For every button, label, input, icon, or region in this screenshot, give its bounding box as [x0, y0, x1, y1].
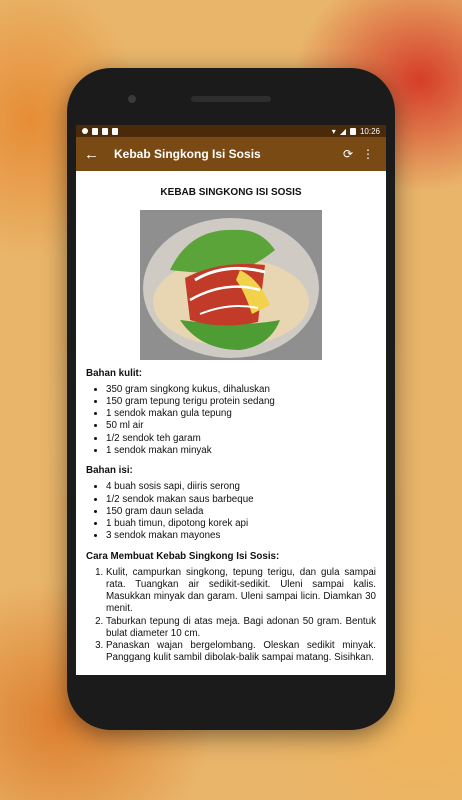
shop-icon — [112, 128, 118, 135]
article-heading: KEBAB SINGKONG ISI SOSIS — [160, 187, 302, 198]
isi-section-title: Bahan isi: — [86, 465, 133, 477]
app-toolbar — [76, 137, 386, 171]
list-item: • 1/2 sendok makan saus barbeque — [106, 494, 376, 506]
isi-list — [86, 481, 376, 542]
wifi-icon: ▾ — [331, 126, 336, 136]
list-item: • 150 gram tepung terigu protein sedang — [106, 396, 376, 408]
phone-camera — [128, 95, 136, 103]
article-content — [76, 171, 386, 665]
phone-speaker — [191, 96, 271, 102]
refresh-icon[interactable]: ⟳ — [342, 147, 354, 161]
list-item: 3. Panaskan wajan bergelombang. Oleskan sedikit minyak. Panggang kulit sambil dibolak-balik sampai matang. Sisihkan. — [106, 640, 376, 664]
download-icon — [102, 128, 108, 135]
list-item: 1. Kulit, campurkan singkong, tepung terigu, dan gula sampai rata. Tuangkan air sedikit-sedikit. Uleni sampai kalis. Masukkan minyak dan garam. Uleni sampai licin. Diamkan 30 menit. — [106, 567, 376, 616]
battery-icon — [350, 128, 356, 135]
list-item: • 1 buah timun, dipotong korek api — [106, 518, 376, 530]
list-item: • 1 sendok makan gula tepung — [106, 408, 376, 420]
list-item: • 1 sendok makan minyak — [106, 445, 376, 457]
notification-icon — [82, 128, 88, 134]
kulit-list — [86, 384, 376, 457]
cara-section-title: Cara Membuat Kebab Singkong Isi Sosis: — [86, 550, 280, 562]
status-bar — [76, 125, 386, 137]
kebab-photo — [140, 210, 322, 360]
cara-list — [86, 567, 376, 665]
more-vert-icon[interactable]: ⋮ — [362, 147, 374, 161]
list-item: • 150 gram daun selada — [106, 506, 376, 518]
list-item: • 50 ml air — [106, 420, 376, 432]
app-screen — [76, 125, 386, 675]
toolbar-title: Kebab Singkong Isi Sosis — [114, 147, 261, 161]
list-item: • 3 sendok makan mayones — [106, 530, 376, 542]
status-time: 10:26 — [359, 126, 380, 136]
list-item: 2. Taburkan tepung di atas meja. Bagi adonan 50 gram. Bentuk bulat diameter 10 cm. — [106, 616, 376, 640]
sd-card-icon — [92, 128, 98, 135]
kulit-section-title: Bahan kulit: — [86, 367, 143, 379]
list-item: • 4 buah sosis sapi, diiris serong — [106, 481, 376, 493]
phone-frame — [67, 68, 395, 730]
list-item: • 1/2 sendok teh garam — [106, 433, 376, 445]
list-item: • 350 gram singkong kukus, dihaluskan — [106, 384, 376, 396]
back-arrow-icon[interactable]: ← — [84, 145, 99, 163]
signal-icon: ◢ — [339, 126, 346, 136]
